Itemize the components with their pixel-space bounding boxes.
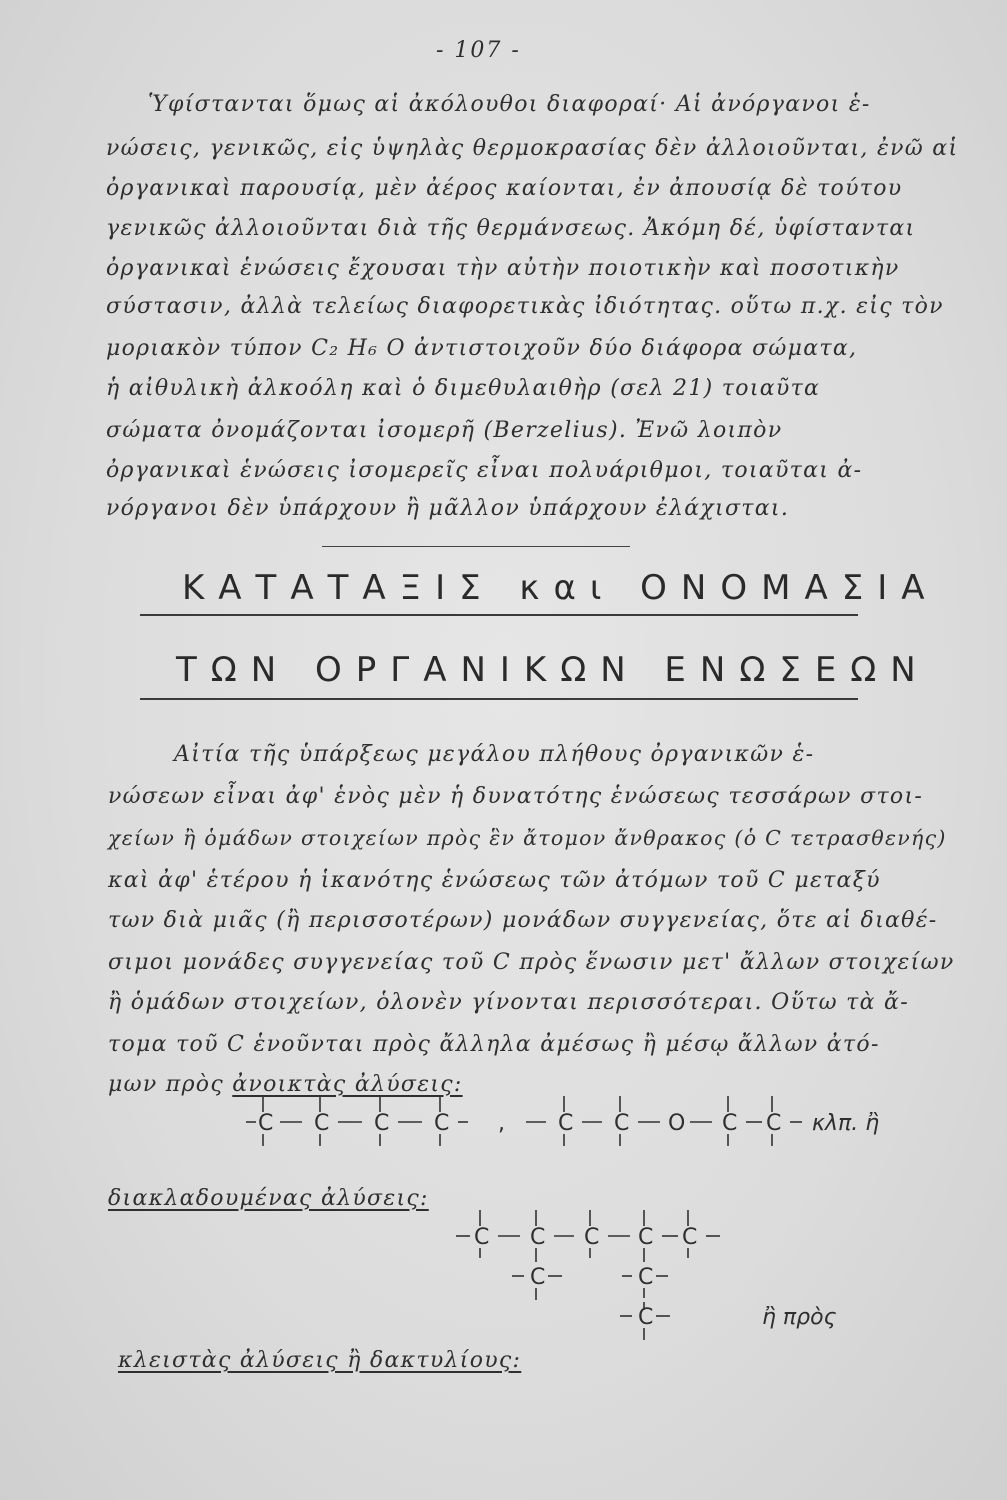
carbon-atom: C	[722, 1111, 738, 1136]
carbon-atom: C	[374, 1111, 390, 1136]
carbon-atom: C	[638, 1265, 654, 1290]
heading-underline	[140, 614, 858, 616]
carbon-atom: C	[558, 1111, 574, 1136]
text-line: σώματα ὀνομάζονται ἰσομερῆ (Berzelius). Ἐνῶ λοιπὸν	[106, 418, 783, 443]
carbon-atom: C	[474, 1225, 490, 1250]
carbon-atom: C	[638, 1305, 654, 1330]
carbon-atom: C	[314, 1111, 330, 1136]
text-line: τομα τοῦ C ἑνοῦνται πρὸς ἄλληλα ἀμέσως ἢ μέσῳ ἄλλων ἀτό-	[108, 1032, 880, 1057]
branched-chain-formula	[450, 1196, 870, 1346]
open-chains-label: ἀνοικτὰς ἀλύσεις:	[232, 1072, 463, 1097]
text-line: καὶ ἀφ' ἑτέρου ἡ ἱκανότης ἑνώσεως τῶν ἀτόμων τοῦ C μεταξύ	[108, 868, 881, 893]
text-line: ὀργανικαὶ ἑνώσεις ἔχουσαι τὴν αὐτὴν ποιοτικὴν καὶ ποσοτικὴν	[106, 256, 900, 281]
carbon-atom: C	[614, 1111, 630, 1136]
formula-suffix: ἢ πρὸς	[762, 1305, 837, 1330]
section-heading-line2: ΤΩΝ ΟΡΓΑΝΙΚΩΝ ΕΝΩΣΕΩΝ	[176, 650, 930, 690]
page-number: - 107 -	[436, 38, 521, 63]
text-line: Αἰτία τῆς ὑπάρξεως μεγάλου πλήθους ὀργανικῶν ἑ-	[174, 742, 815, 767]
formula-separator: ,	[498, 1111, 505, 1136]
formula-suffix: κλπ. ἢ	[812, 1111, 880, 1136]
text-line: γενικῶς ἀλλοιοῦνται διὰ τῆς θερμάνσεως. Ἀκόμη δέ, ὑφίστανται	[106, 216, 916, 241]
text-line: χείων ἢ ὁμάδων στοιχείων πρὸς ἓν ἄτομον ἄνθρακος (ὁ C τετρασθενής)	[108, 826, 947, 850]
branched-chains-label: διακλαδουμένας ἀλύσεις:	[108, 1186, 429, 1211]
text-line: σύστασιν, ἀλλὰ τελείως διαφορετικὰς ἰδιότητας. οὕτω π.χ. εἰς τὸν	[106, 294, 944, 319]
carbon-atom: C	[766, 1111, 782, 1136]
carbon-atom: C	[638, 1225, 654, 1250]
open-chain-carbon-chain	[246, 1096, 468, 1146]
text-line: μοριακὸν τύπον C₂ H₆ O ἀντιστοιχοῦν δύο διάφορα σώματα,	[106, 336, 858, 361]
carbon-atom: C	[530, 1265, 546, 1290]
closed-chains-label: κλειστὰς ἀλύσεις ἢ δακτυλίους:	[118, 1348, 522, 1373]
carbon-atom: C	[258, 1111, 274, 1136]
divider	[322, 546, 630, 547]
text-line: ὀργανικαὶ ἑνώσεις ἰσομερεῖς εἶναι πολυάριθμοι, τοιαῦται ἀ-	[106, 458, 863, 483]
carbon-atom: C	[434, 1111, 450, 1136]
text-line: των διὰ μιᾶς (ἢ περισσοτέρων) μονάδων συγγενείας, ὅτε αἱ διαθέ-	[108, 908, 938, 933]
text-line: Ὑφίστανται ὅμως αἱ ἀκόλουθοι διαφοραί· Αἱ ἀνόργανοι ἑ-	[148, 92, 871, 117]
text-line: ὀργανικαὶ παρουσίᾳ, μὲν ἀέρος καίονται, ἐν ἀπουσίᾳ δὲ τούτου	[106, 176, 903, 201]
text-line: σιμοι μονάδες συγγενείας τοῦ C πρὸς ἕνωσιν μετ' ἄλλων στοιχείων	[108, 950, 955, 975]
text-fragment: μων πρὸς	[108, 1072, 233, 1097]
text-line: ἢ ὁμάδων στοιχείων, ὁλονὲν γίνονται περισσότεραι. Οὕτω τὰ ἄ-	[108, 990, 909, 1015]
open-chain-formulas	[240, 1090, 900, 1150]
ether-chain	[526, 1096, 802, 1146]
oxygen-atom: O	[668, 1111, 686, 1136]
text-line: νόργανοι δὲν ὑπάρχουν ἢ μᾶλλον ὑπάρχουν ἐλάχισται.	[106, 496, 790, 521]
carbon-atom: C	[682, 1225, 698, 1250]
text-line: ἡ αἰθυλικὴ ἀλκοόλη καὶ ὁ διμεθυλαιθὴρ (σελ 21) τοιαῦτα	[106, 376, 821, 401]
carbon-atom: C	[584, 1225, 600, 1250]
section-heading-line1: ΚΑΤΑΤΑΞΙΣ και ΟΝΟΜΑΣΙΑ	[182, 568, 939, 608]
heading-underline	[140, 698, 858, 700]
carbon-atom: C	[530, 1225, 546, 1250]
text-line: νώσεων εἶναι ἀφ' ἑνὸς μὲν ἡ δυνατότης ἑνώσεως τεσσάρων στοι-	[108, 784, 924, 809]
text-line: νώσεις, γενικῶς, εἰς ὑψηλὰς θερμοκρασίας δὲν ἀλλοιοῦνται, ἐνῶ αἱ	[106, 136, 959, 161]
